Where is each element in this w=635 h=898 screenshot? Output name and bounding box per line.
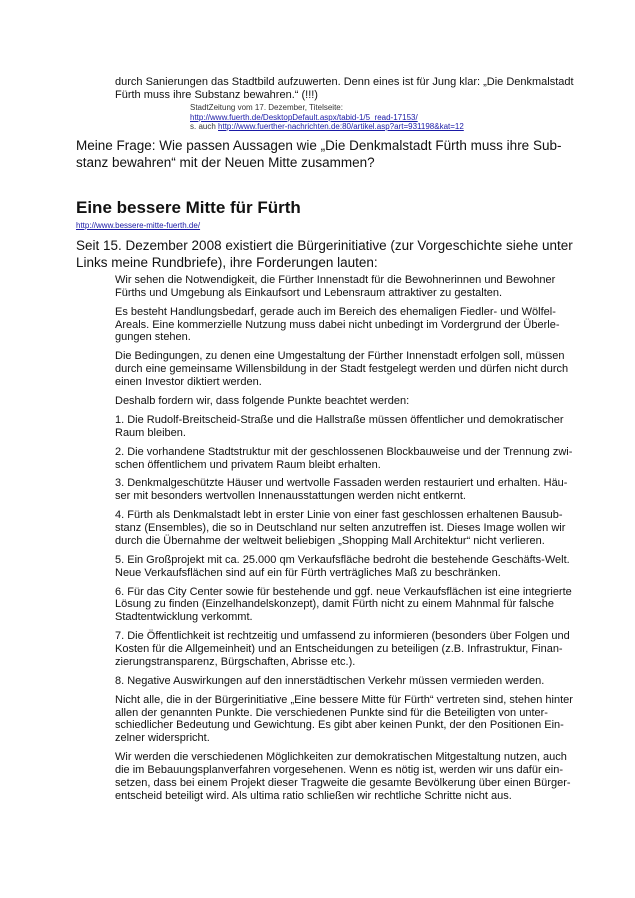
section-heading: Eine bessere Mitte für Fürth [76,198,301,217]
text-line: Deshalb fordern wir, dass folgende Punkte beachtet werden: [115,394,410,407]
text-line: 4. Fürth als Denkmalstadt lebt in erster Linie von einer fast geschlossen erhaltenen Bausub- [115,509,563,522]
paragraph [115,554,585,580]
text-line: 6. Für das City Center sowie für bestehende und ggf. neue Verkaufsflächen ist eine integrierte [115,585,572,598]
text-line: Areals. Eine kommerzielle Nutzung muss dabei nicht unbedingt im Vordergrund der Überle- [115,318,560,331]
demands-block [115,274,585,809]
paragraph [115,586,585,624]
text-line: schen öffentlichem und privatem Raum bleibt erhalten. [115,458,381,471]
text-line: Links meine Rundbriefe), ihre Forderungen lauten: [76,255,378,270]
paragraph [115,395,585,408]
paragraph [115,414,585,440]
text-line: Nicht alle, die in der Bürgerinitiative „Eine bessere Mitte für Fürth“ vertreten sind, stehen hinter [115,693,573,706]
paragraph [115,509,585,547]
text-line: gungen stehen. [115,331,191,344]
text-line: setzen, dass bei einem Projekt dieser Tragweite die gesamte Bevölkerung über einen Bürger- [115,776,571,789]
paragraph [115,306,585,344]
text-line: 1. Die Rudolf-Breitscheid-Straße und die Hallstraße müssen öffentlicher und demokratischer [115,413,564,426]
text-line: 7. Die Öffentlichkeit ist rechtzeitig und umfassend zu informieren (besonders über Folgen und [115,630,570,643]
text-line: Die Bedingungen, zu denen eine Umgestaltung der Fürther Innenstadt erfolgen soll, müssen [115,350,565,363]
paragraph [115,477,585,503]
text-line: Kosten für die Allgemeinheit) und an Entscheidungen zu beteiligen (z.B. Infrastruktur, Finan- [115,643,563,655]
paragraph [115,274,585,300]
text-line: zierungstransparenz, Bürgschaften, Abrisse etc.). [115,655,356,668]
text-line: 5. Ein Großprojekt mit ca. 25.000 qm Verkaufsfläche bedroht die bestehende Geschäfts-Welt. [115,553,570,566]
section-link[interactable]: http://www.bessere-mitte-fuerth.de/ [76,221,201,230]
paragraph [115,694,585,745]
text-line: Meine Frage: Wie passen Aussagen wie „Die Denkmalstadt Fürth muss ihre Sub- [76,138,562,153]
text-line: durch eine gemeinsame Willensbildung in der Stadt festgelegt werden und dürfen nicht durch [115,363,569,376]
paragraph [115,630,585,668]
paragraph [115,675,585,688]
section-intro [76,237,573,271]
top-text [115,76,574,102]
paragraph [115,446,585,472]
text-line: 3. Denkmalgeschützte Häuser und wertvolle Fassaden werden restauriert und erhalten. Häu- [115,477,568,490]
paragraph [115,751,585,802]
text-line: Wir sehen die Notwendigkeit, die Fürther Innenstadt für die Bewohnerinnen und Bewohner [115,274,556,286]
question [76,137,561,171]
text-line: 8. Negative Auswirkungen auf den innerstädtischen Verkehr müssen vermieden werden. [115,674,545,687]
section-link-wrapper [76,221,200,231]
citation-link-line [190,113,464,123]
text-line: 2. Die vorhandene Stadtstruktur mit der geschlossenen Blockbauweise und der Trennung zwi- [115,445,573,458]
text-line: zelner widerspricht. [115,732,210,745]
text-line: Stadtentwicklung verkommt. [115,611,253,624]
citation [190,103,464,132]
see-also-label: s. auch [190,122,216,131]
text-line: allen der genannten Punkte. Die verschiedenen Punkte sind für die Beteiligten von unter- [115,706,548,719]
text-line: stanz (Ensembles), die so in Deutschland nur selten anzutreffen ist. Dieses Image wollen wir [115,522,566,535]
text-line: durch die Übernahme der weltweit beliebigen „Shopping Mall Architektur“ nicht verlieren. [115,534,545,547]
text-line: Raum bleiben. [115,426,186,439]
text-line: ser mit besonders wertvollen Innenausstattungen werden nicht entkernt. [115,490,466,503]
text-line: durch Sanierungen das Stadtbild aufzuwerten. Denn eines ist für Jung klar: „Die Denkmalstadt [115,76,574,88]
text-line: stanz bewahren“ mit der Neuen Mitte zusammen? [76,155,375,170]
text-line: die im Bebauungsplanverfahren vorgesehenen. Wenn es nötig ist, werden wir uns dafür ein- [115,763,564,776]
text-line: entscheid beteiligt wird. Als ultima ratio schließen wir rechtliche Schritte nicht aus. [115,789,512,802]
text-line: Lösung zu finden (Einzelhandelskonzept), damit Fürth nicht zu einem Mahnmal für falsche [115,598,555,611]
text-line: Neue Verkaufsflächen sind auf ein für Fürth verträgliches Maß zu beschränken. [115,566,501,579]
text-line: Fürths und Umgebung als Einkaufsort und Lebensraum attraktiver zu gestalten. [115,286,503,299]
text-line: Es besteht Handlungsbedarf, gerade auch im Bereich des ehemaligen Fiedler- und Wölfel- [115,305,556,318]
text-line: Fürth muss ihre Substanz bewahren.“ (!!!) [115,89,318,101]
citation-link-2[interactable]: http://www.fuerther-nachrichten.de:80/artikel.asp?art=931198&kat=12 [218,122,464,131]
text-line: schiedlicher Bedeutung und Gewichtung. Es gibt aber keinen Punkt, der den Positionen Ein- [115,719,564,732]
citation-see-also-line [190,122,464,132]
citation-link-1[interactable]: http://www.fuerth.de/DesktopDefault.aspx/tabid-1/5_read-17153/ [190,112,418,122]
paragraph [115,350,585,388]
text-line: einen Investor diktiert werden. [115,375,262,388]
text-line: Wir werden die verschiedenen Möglichkeiten zur demokratischen Mitgestaltung nutzen, auch [115,751,567,764]
citation-source: StadtZeitung vom 17. Dezember, Titelseite: [190,103,343,112]
text-line: Seit 15. Dezember 2008 existiert die Bürgerinitiative (zur Vorgeschichte siehe unter [76,238,573,253]
